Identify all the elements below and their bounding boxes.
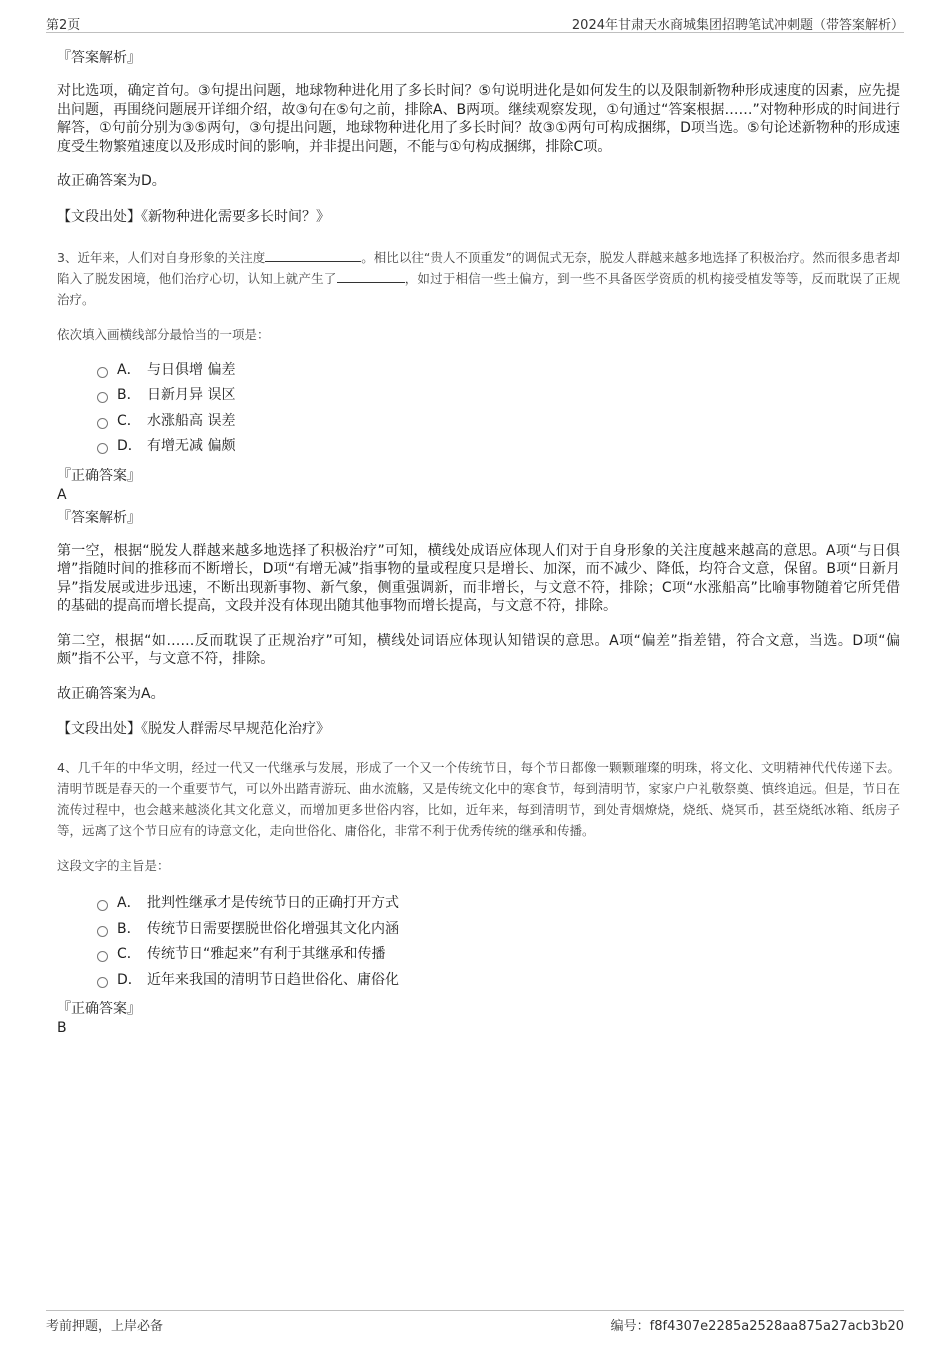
option-c[interactable]: C． 水涨船高 误差 — [97, 409, 900, 435]
fill-blank-2 — [337, 270, 405, 283]
answer-conclusion: 故正确答案为D。 — [57, 173, 166, 189]
fill-blank-1 — [265, 249, 361, 262]
answer-label: 『正确答案』 — [57, 467, 141, 484]
radio-icon[interactable] — [97, 418, 108, 429]
correct-answer: B — [57, 1020, 67, 1036]
question-3-prompt: 依次填入画横线部分最恰当的一项是： — [57, 326, 270, 342]
question-3-text: 3、近年来，人们对自身形象的关注度 。相比以往“贵人不顶重发”的调侃式无奈，脱发人群越来越多地选择了积极治疗。然而很多患者却陷入了脱发困境，他们治疗心切，认知上就产生了 ，如过于相信一些土偏方，到一些不具备医学资质的机构接受植发等等，反而耽误了正规治疗。 — [57, 249, 900, 307]
document-id: 编号：f8f4307e2285a2528aa875a27acb3b20 — [610, 1319, 904, 1334]
correct-answer: A — [57, 486, 67, 503]
option-d[interactable]: D． 近年来我国的清明节日趋世俗化、庸俗化 — [97, 968, 900, 994]
page-footer — [46, 1310, 904, 1335]
option-b[interactable]: B． 日新月异 误区 — [97, 383, 900, 409]
option-a[interactable]: A． 与日俱增 偏差 — [97, 358, 900, 384]
analysis-paragraph: 对比选项，确定首句。③句提出问题，地球物种进化用了多长时间？⑤句说明进化是如何发生的以及限制新物种形成速度的因素，应先提出问题，再围绕问题展开详细介绍，故③句在⑤句之前，排除A、B两项。继续观察发现，①句通过“答案根据……”对物种形成的时间进行解答，①句前分别为③⑤两句，③句提出问题，地球物种进化用了多长时间？故③①两句可构成捆绑，D项当选。⑤句论述新物种的形成速度受生物繁殖速度以及形成时间的影响，并非提出问题，不能与①句构成捆绑，排除C项。 — [57, 83, 900, 155]
footer-slogan: 考前押题，上岸必备 — [46, 1319, 164, 1334]
option-d[interactable]: D． 有增无减 偏颇 — [97, 434, 900, 460]
question-4-prompt: 这段文字的主旨是： — [57, 858, 170, 873]
analysis-label: 『答案解析』 — [57, 50, 141, 66]
document-body — [57, 44, 900, 1037]
radio-icon[interactable] — [97, 392, 108, 403]
analysis-paragraph: 第二空，根据“如……反而耽误了正规治疗”可知，横线处词语应体现认知错误的意思。A项“偏差”指差错，符合文意，当选。D项“偏颇”指不公平，与文意不符，排除。 — [57, 632, 900, 667]
option-c[interactable]: C． 传统节日“雅起来”有利于其继承和传播 — [97, 942, 900, 968]
answer-label: 『正确答案』 — [57, 1001, 141, 1017]
radio-icon[interactable] — [97, 900, 108, 911]
radio-icon[interactable] — [97, 367, 108, 378]
text-source: 【文段出处】《脱发人群需尽早规范化治疗》 — [57, 721, 330, 737]
analysis-label: 『答案解析』 — [57, 509, 141, 526]
question-3-options — [57, 358, 900, 460]
answer-conclusion: 故正确答案为A。 — [57, 685, 165, 702]
analysis-paragraph: 第一空，根据“脱发人群越来越多地选择了积极治疗”可知，横线处成语应体现人们对于自身形象的关注度越来越高的意思。A项“与日俱增”指随时间的推移而不断增长，D项“有增无减”指事物的量或程度只是增长、加深，而不减少、降低，均符合文意，保留。B项“日新月异”指发展或进步迅速，不断出现新事物、新气象，侧重强调新，而非增长，与文意不符，排除；C项“水涨船高”比喻事物随着它所凭借的基础的提高而增长提高，文段并没有体现出随其他事物而增长提高，与文意不符，排除。 — [57, 542, 900, 614]
question-4-options — [57, 891, 900, 993]
radio-icon[interactable] — [97, 443, 108, 454]
radio-icon[interactable] — [97, 951, 108, 962]
radio-icon[interactable] — [97, 926, 108, 937]
option-b[interactable]: B． 传统节日需要摆脱世俗化增强其文化内涵 — [97, 917, 900, 943]
page-header — [46, 10, 904, 33]
radio-icon[interactable] — [97, 977, 108, 988]
page-number: 第2页 — [46, 18, 81, 33]
document-title: 2024年甘肃天水商城集团招聘笔试冲刺题（带答案解析） — [571, 18, 904, 33]
option-a[interactable]: A． 批判性继承才是传统节日的正确打开方式 — [97, 891, 900, 917]
text-source: 【文段出处】《新物种进化需要多长时间？》 — [57, 208, 330, 225]
question-4-text: 4、几千年的中华文明，经过一代又一代继承与发展，形成了一个又一个传统节日，每个节日都像一颗颗璀璨的明珠，将文化、文明精神代代传递下去。清明节既是春天的一个重要节气，可以外出踏青游玩、曲水流觞，又是传统文化中的寒食节，每到清明节，家家户户礼敬祭奠、慎终追远。但是，节日在流传过程中，也会越来越淡化其文化意义，而增加更多世俗内容，比如，近年来，每到清明节，到处青烟燎烧，烧纸、烧冥币，甚至烧纸冰箱、纸房子等，远离了这个节日应有的诗意文化，走向世俗化、庸俗化，非常不利于优秀传统的继承和传播。 — [57, 760, 900, 838]
